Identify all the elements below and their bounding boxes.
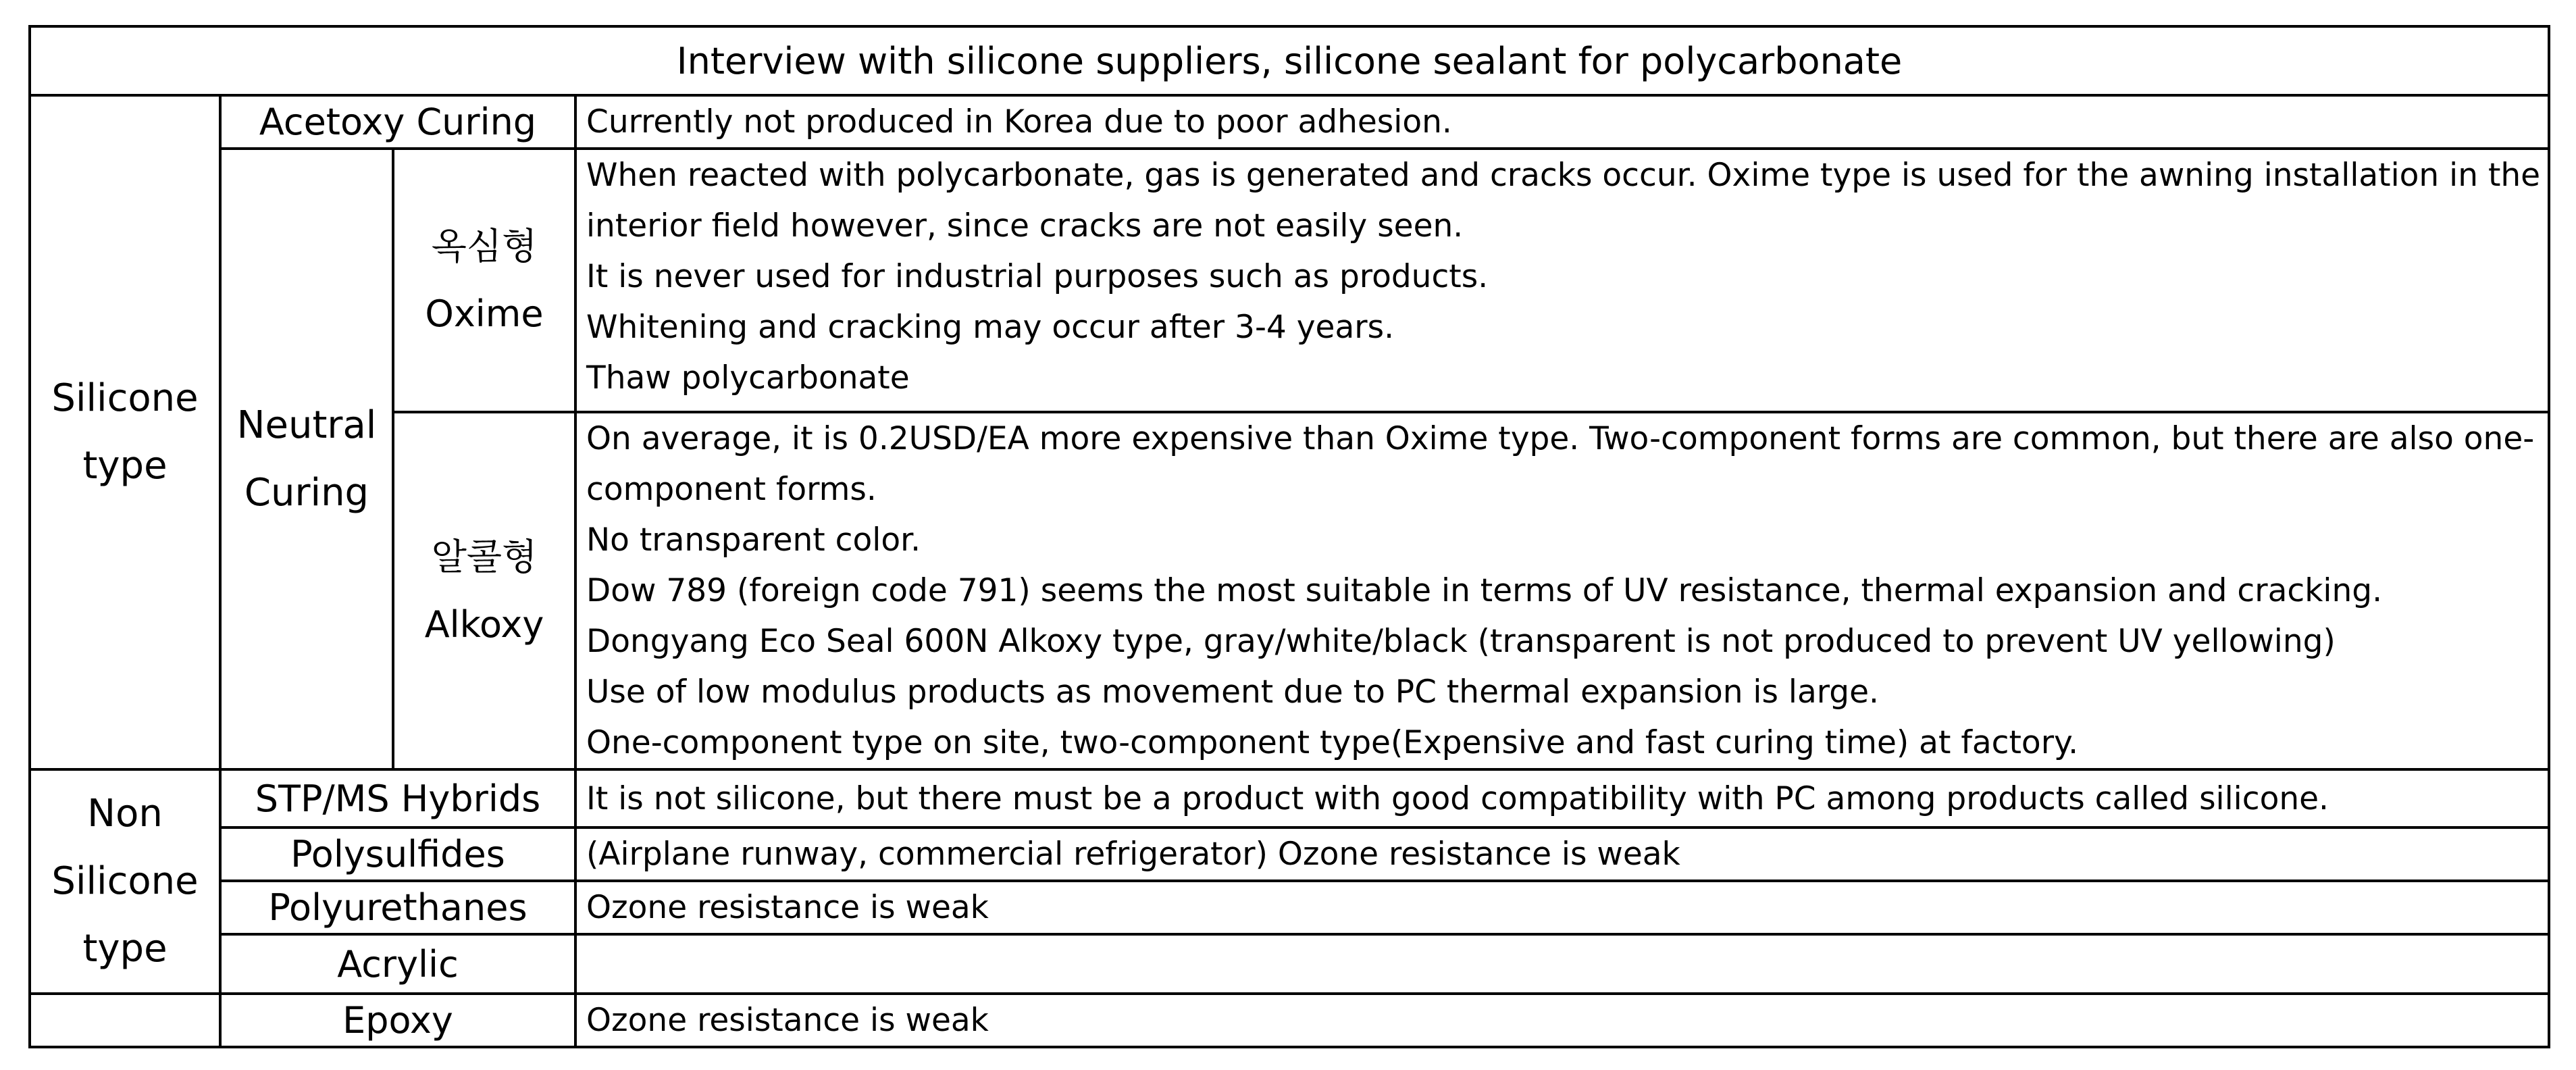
acrylic-description: [575, 934, 2549, 994]
stp-ms-hybrids-description: It is not silicone, but there must be a product with good compatibility with PC among products called silicone.: [575, 769, 2549, 827]
oxime-label-english: Oxime: [425, 292, 544, 335]
sealant-interview-table: [28, 25, 2550, 1048]
category-empty: [30, 994, 220, 1047]
table-title: Interview with silicone suppliers, silicone sealant for polycarbonate: [30, 26, 2549, 95]
alkoxy-label-korean: 알콜형: [431, 535, 538, 578]
table-row-alkoxy: [30, 412, 2549, 769]
alkoxy-label: [393, 412, 575, 769]
subtype-stp-ms-hybrids-label: STP/MS Hybrids: [220, 769, 575, 827]
oxime-label-korean: 옥심형: [431, 225, 538, 268]
subtype-neutral-curing: [220, 149, 393, 769]
table-row-stp-ms-hybrids: [30, 769, 2549, 827]
category-non-silicone-label-line2: Silicone: [51, 859, 199, 903]
table-row-acetoxy: [30, 95, 2549, 149]
alkoxy-description: [575, 412, 2549, 769]
oxime-label: [393, 149, 575, 412]
category-non-silicone-type: [30, 769, 220, 994]
alkoxy-line: component forms.: [586, 471, 877, 508]
alkoxy-label-english: Alkoxy: [424, 603, 544, 646]
table-row-epoxy: [30, 994, 2549, 1047]
neutral-label-line2: Curing: [244, 470, 369, 515]
table-row-polyurethanes: [30, 881, 2549, 934]
category-non-silicone-label-line3: type: [82, 927, 168, 971]
subtype-acetoxy-label: Acetoxy Curing: [220, 95, 575, 149]
table-row-polysulfides: [30, 827, 2549, 881]
category-silicone-label-line1: Silicone: [51, 376, 199, 420]
alkoxy-line: No transparent color.: [586, 521, 921, 559]
category-silicone-type: [30, 95, 220, 769]
oxime-description: [575, 149, 2549, 412]
alkoxy-line: Dongyang Eco Seal 600N Alkoxy type, gray/white/black (transparent is not produced to prevent UV yellowing): [586, 623, 2336, 660]
category-silicone-label-line2: type: [82, 444, 168, 488]
subtype-polysulfides-label: Polysulfides: [220, 827, 575, 881]
polysulfides-description: (Airplane runway, commercial refrigerator) Ozone resistance is weak: [575, 827, 2549, 881]
category-non-silicone-label-line1: Non: [87, 792, 163, 836]
alkoxy-line: On average, it is 0.2USD/EA more expensive than Oxime type. Two-component forms are common, but there are also one-: [586, 420, 2535, 457]
oxime-line: Thaw polycarbonate: [586, 359, 910, 397]
table-row-oxime: [30, 149, 2549, 412]
title-row: [30, 26, 2549, 95]
neutral-label-line1: Neutral: [236, 403, 377, 447]
alkoxy-line: One-component type on site, two-component type(Expensive and fast curing time) at factory.: [586, 724, 2079, 761]
table-row-acrylic: [30, 934, 2549, 994]
subtype-epoxy-label: Epoxy: [220, 994, 575, 1047]
oxime-line: It is never used for industrial purposes such as products.: [586, 258, 1489, 295]
alkoxy-line: Use of low modulus products as movement due to PC thermal expansion is large.: [586, 673, 1879, 711]
alkoxy-line: Dow 789 (foreign code 791) seems the most suitable in terms of UV resistance, thermal expansion and cracking.: [586, 572, 2383, 609]
oxime-line: When reacted with polycarbonate, gas is generated and cracks occur. Oxime type is used for the awning installation in the: [586, 157, 2541, 194]
oxime-line: Whitening and cracking may occur after 3-4 years.: [586, 309, 1395, 346]
oxime-line: interior field however, since cracks are not easily seen.: [586, 207, 1464, 245]
subtype-polyurethanes-label: Polyurethanes: [220, 881, 575, 934]
subtype-acrylic-label: Acrylic: [220, 934, 575, 994]
epoxy-description: Ozone resistance is weak: [575, 994, 2549, 1047]
acetoxy-description: Currently not produced in Korea due to poor adhesion.: [575, 95, 2549, 149]
polyurethanes-description: Ozone resistance is weak: [575, 881, 2549, 934]
